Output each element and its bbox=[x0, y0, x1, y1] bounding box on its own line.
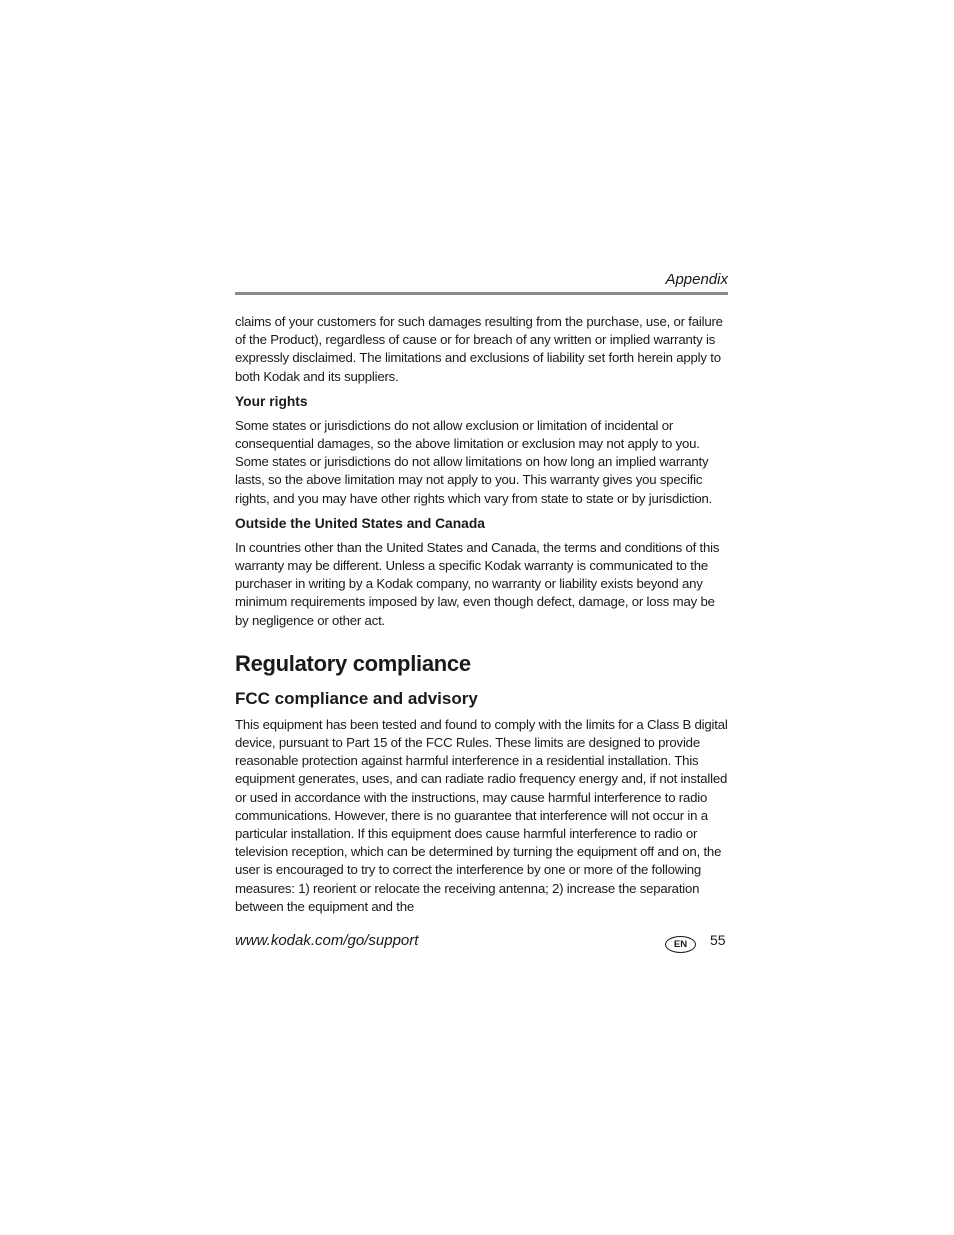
heading-regulatory-compliance: Regulatory compliance bbox=[235, 650, 471, 676]
heading-outside-us-canada: Outside the United States and Canada bbox=[235, 515, 485, 531]
paragraph-liability: claims of your customers for such damages resulting from the purchase, use, or failure of the Product), regardless of cause or for breach of any written or implied warranty is expressly disclaimed. The limitations and exclusions of liability set forth herein apply to both Kodak and its suppliers. bbox=[235, 314, 723, 384]
heading-your-rights: Your rights bbox=[235, 393, 308, 409]
support-url-link[interactable]: www.kodak.com/go/support bbox=[235, 932, 419, 949]
paragraph-fcc: This equipment has been tested and found to comply with the limits for a Class B digital device, pursuant to Part 15 of the FCC Rules. These limits are designed to provide reasonable protection against harmful interference in a residential installation. This equipment generates, uses, and can radiate radio frequency energy and, if not installed or used in accordance with the instructions, may cause harmful interference to radio communications. However, there is no guarantee that interference will not occur in a particular installation. If this equipment does cause harmful interference to radio or television reception, which can be determined by turning the equipment off and on, the user is encouraged to try to correct the interference by one or more of the following measures: 1) reorient or relocate the receiving antenna; 2) increase the separation between the equipment and the bbox=[235, 716, 728, 914]
page-number: 55 bbox=[710, 932, 726, 948]
paragraph-outside-us-canada: In countries other than the United States and Canada, the terms and conditions of this warranty may be different. Unless a specific Kodak warranty is communicated to the purchaser in writing by a Kodak company, no warranty or liability exists beyond any minimum requirements imposed by law, even though defect, damage, or loss may be by negligence or other act. bbox=[235, 539, 720, 628]
section-title: Appendix bbox=[665, 271, 728, 288]
language-badge: EN bbox=[665, 936, 696, 953]
heading-fcc-compliance: FCC compliance and advisory bbox=[235, 688, 478, 708]
header-divider bbox=[235, 292, 728, 295]
page-content bbox=[235, 313, 728, 916]
paragraph-your-rights: Some states or jurisdictions do not allow exclusion or limitation of incidental or consequential damages, so the above limitation or exclusion may not apply to you. Some states or jurisdictions do not allow limitations on how long an implied warranty lasts, so the above limitation may not apply to you. This warranty gives you specific rights, and you may have other rights which vary from state to state or by jurisdiction. bbox=[235, 417, 713, 506]
